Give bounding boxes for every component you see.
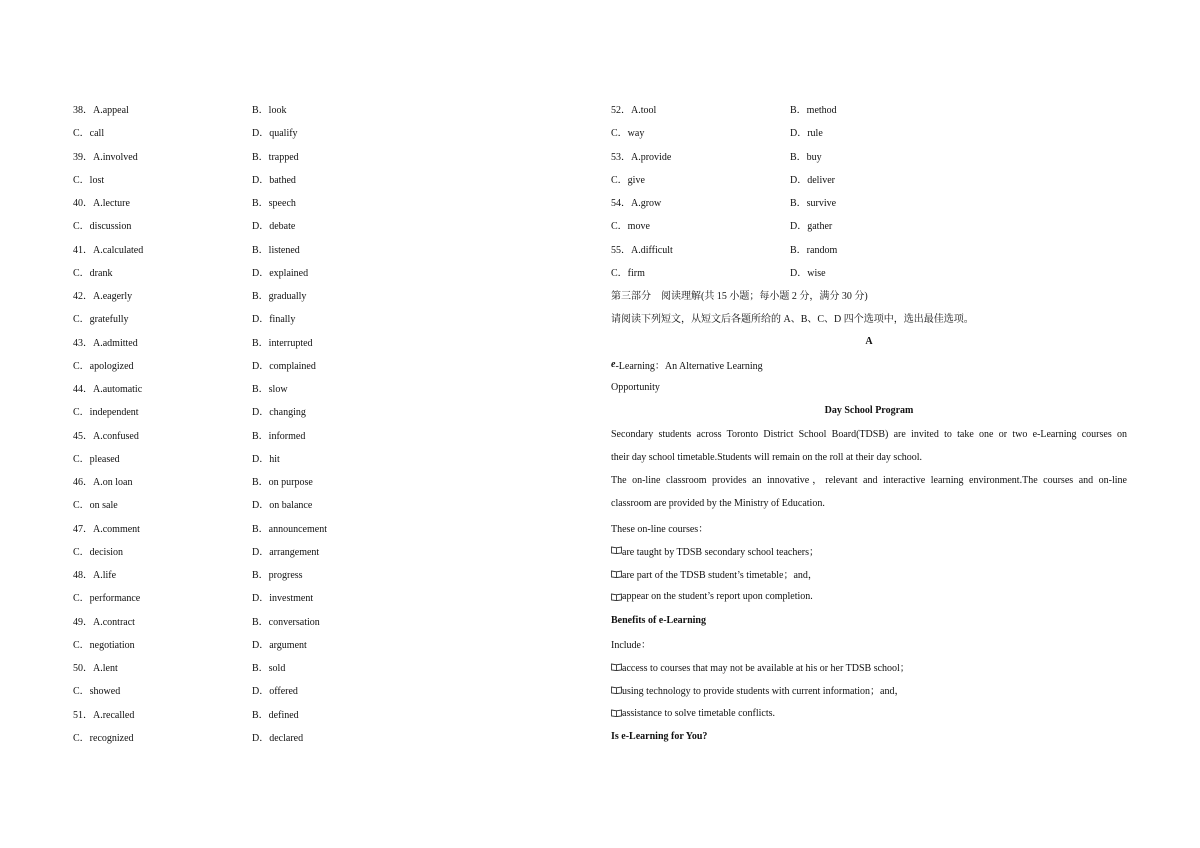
section-instruction: 请阅读下列短文，从短文后各题所给的 A、B、C、D 四个选项中，选出最佳选项。 xyxy=(611,314,974,326)
left-answer-column xyxy=(73,97,513,748)
option-left: C．recognized xyxy=(73,732,134,744)
answer-option-row xyxy=(73,609,513,632)
option-left: C．discussion xyxy=(73,221,132,233)
benefits-heading: Benefits of e-Learning xyxy=(611,614,706,626)
option-left: 38．A.appeal xyxy=(73,105,129,117)
book-icon xyxy=(611,663,622,671)
option-right: D．finally xyxy=(252,314,296,326)
option-right: B．buy xyxy=(790,151,822,163)
answer-option-row xyxy=(73,97,513,120)
option-right: B．gradually xyxy=(252,291,307,303)
option-left: 48．A.life xyxy=(73,570,117,582)
option-right: B．interrupted xyxy=(252,337,313,349)
answer-option-row xyxy=(73,678,513,701)
answer-option-row xyxy=(73,702,513,725)
benefit-bullet xyxy=(611,702,1127,725)
option-left: C．move xyxy=(611,221,650,233)
option-left: C．drank xyxy=(73,267,113,279)
answer-option-row xyxy=(73,562,513,585)
book-icon xyxy=(611,546,622,554)
passage-letter: A xyxy=(865,335,873,347)
option-left: 53．A.provide xyxy=(611,151,672,163)
answer-option-row xyxy=(73,353,513,376)
passage-title-italic: e xyxy=(611,358,616,370)
option-right: D．on balance xyxy=(252,500,313,512)
option-left: C．firm xyxy=(611,267,645,279)
option-right: B．speech xyxy=(252,198,296,210)
option-right: B．listened xyxy=(252,244,300,256)
answer-option-row xyxy=(73,120,513,143)
option-left: C．showed xyxy=(73,686,121,698)
option-right: D．declared xyxy=(252,732,304,744)
answer-option-row xyxy=(73,585,513,608)
course-bullet xyxy=(611,539,1127,562)
answer-option-row xyxy=(73,283,513,306)
answer-option-row xyxy=(73,632,513,655)
courses-intro: These on-line courses： xyxy=(611,523,709,535)
option-left: 49．A.contract xyxy=(73,616,135,628)
option-right: D．complained xyxy=(252,360,316,372)
option-right: D．changing xyxy=(252,407,306,419)
answer-option-row xyxy=(73,144,513,167)
paragraph-1-line-1: Secondary students across Toronto District School Board(TDSB) are invited to take one or two e-Learning courses on xyxy=(611,428,1127,440)
answer-option-row xyxy=(73,399,513,422)
option-left: C．pleased xyxy=(73,453,120,465)
passage-title-line2: Opportunity xyxy=(611,382,660,394)
option-left: C．decision xyxy=(73,546,123,558)
course-bullet-text: are taught by TDSB secondary school teachers； xyxy=(622,546,819,558)
option-right: B．defined xyxy=(252,709,299,721)
option-left: 41．A.calculated xyxy=(73,244,144,256)
option-left: C．performance xyxy=(73,593,141,605)
option-left: 46．A.on loan xyxy=(73,477,133,489)
option-right: B．on purpose xyxy=(252,477,313,489)
option-left: C．independent xyxy=(73,407,139,419)
book-icon xyxy=(611,686,622,694)
option-left: C．lost xyxy=(73,174,105,186)
answer-option-row xyxy=(73,492,513,515)
option-left: C．give xyxy=(611,174,645,186)
paragraph-2-line-2: classroom are provided by the Ministry of Education. xyxy=(611,498,825,510)
final-heading: Is e-Learning for You? xyxy=(611,730,708,742)
option-left: 40．A.lecture xyxy=(73,198,130,210)
option-right: D．explained xyxy=(252,267,309,279)
option-right: B．slow xyxy=(252,384,288,396)
benefits-intro: Include： xyxy=(611,639,651,651)
option-left: C．way xyxy=(611,128,645,140)
option-left: 43．A.admitted xyxy=(73,337,138,349)
answer-option-row xyxy=(73,260,513,283)
option-left: 44．A.automatic xyxy=(73,384,143,396)
option-left: 51．A.recalled xyxy=(73,709,135,721)
answer-option-row xyxy=(73,167,513,190)
right-answer-options xyxy=(611,97,1127,283)
answer-option-row xyxy=(73,539,513,562)
option-left: C．apologized xyxy=(73,360,134,372)
paragraph-2-line-1: The on-line classroom provides an innovative，relevant and interactive learning environment.The courses and on-line xyxy=(611,475,1127,486)
answer-option-row xyxy=(73,725,513,748)
option-right: D．investment xyxy=(252,593,314,605)
benefit-bullet xyxy=(611,678,1127,701)
book-icon xyxy=(611,570,622,578)
option-right: B．trapped xyxy=(252,151,299,163)
benefit-bullet-text: using technology to provide students with current information；and， xyxy=(622,686,905,698)
right-column xyxy=(611,97,1127,748)
program-heading: Day School Program xyxy=(824,405,914,417)
answer-option-row xyxy=(611,237,1127,260)
course-bullet xyxy=(611,562,1127,585)
passage-title xyxy=(611,353,1127,376)
section-heading: 第三部分 阅读理解(共 15 小题；每小题 2 分，满分 30 分) xyxy=(611,291,868,303)
course-bullet xyxy=(611,585,1127,608)
answer-option-row xyxy=(73,330,513,353)
benefit-bullet-text: access to courses that may not be available at his or her TDSB school； xyxy=(622,663,910,675)
answer-option-row xyxy=(611,120,1127,143)
option-right: B．informed xyxy=(252,430,306,442)
answer-option-row xyxy=(611,213,1127,236)
course-bullet-text: appear on the student’s report upon completion. xyxy=(622,591,813,603)
answer-option-row xyxy=(73,376,513,399)
answer-option-row xyxy=(73,237,513,260)
option-left: 55．A.difficult xyxy=(611,244,673,256)
option-right: D．arrangement xyxy=(252,546,320,558)
book-icon xyxy=(611,709,622,717)
answer-option-row xyxy=(73,516,513,539)
option-left: 50．A.lent xyxy=(73,663,118,675)
option-right: B．sold xyxy=(252,663,286,675)
option-left: 52．A.tool xyxy=(611,105,657,117)
answer-option-row xyxy=(73,306,513,329)
answer-option-row xyxy=(611,97,1127,120)
option-right: B．announcement xyxy=(252,523,327,535)
option-right: D．offered xyxy=(252,686,298,698)
option-right: D．wise xyxy=(790,267,826,279)
benefit-bullet xyxy=(611,655,1127,678)
benefit-bullet-text: assistance to solve timetable conflicts. xyxy=(622,707,776,719)
option-left: C．gratefully xyxy=(73,314,129,326)
option-right: B．look xyxy=(252,105,287,117)
option-right: D．deliver xyxy=(790,174,835,186)
option-right: B．survive xyxy=(790,198,837,210)
option-left: C．on sale xyxy=(73,500,118,512)
answer-option-row xyxy=(611,144,1127,167)
answer-option-row xyxy=(611,260,1127,283)
option-right: D．argument xyxy=(252,639,307,651)
option-left: 45．A.confused xyxy=(73,430,139,442)
option-left: 42．A.eagerly xyxy=(73,291,133,303)
answer-option-row xyxy=(73,423,513,446)
option-left: 54．A.grow xyxy=(611,198,662,210)
option-left: 47．A.comment xyxy=(73,523,140,535)
option-right: D．bathed xyxy=(252,174,296,186)
option-right: B．progress xyxy=(252,570,303,582)
option-right: D．rule xyxy=(790,128,823,140)
option-right: D．hit xyxy=(252,453,280,465)
answer-option-row xyxy=(73,190,513,213)
answer-option-row xyxy=(73,213,513,236)
option-right: B．random xyxy=(790,244,838,256)
option-right: D．gather xyxy=(790,221,833,233)
option-left: C．call xyxy=(73,128,105,140)
option-left: 39．A.involved xyxy=(73,151,138,163)
option-left: C．negotiation xyxy=(73,639,135,651)
answer-option-row xyxy=(73,655,513,678)
answer-option-row xyxy=(611,190,1127,213)
option-right: B．conversation xyxy=(252,616,320,628)
paragraph-1-line-2: their day school timetable.Students will remain on the roll at their day school. xyxy=(611,451,923,463)
answer-option-row xyxy=(73,469,513,492)
option-right: D．debate xyxy=(252,221,296,233)
option-right: D．qualify xyxy=(252,128,298,140)
option-right: B．method xyxy=(790,105,837,117)
book-icon xyxy=(611,593,622,601)
answer-option-row xyxy=(611,167,1127,190)
answer-option-row xyxy=(73,446,513,469)
passage-title-rest: -Learning：An Alternative Learning xyxy=(615,360,763,372)
course-bullet-text: are part of the TDSB student’s timetable；and， xyxy=(622,570,818,582)
